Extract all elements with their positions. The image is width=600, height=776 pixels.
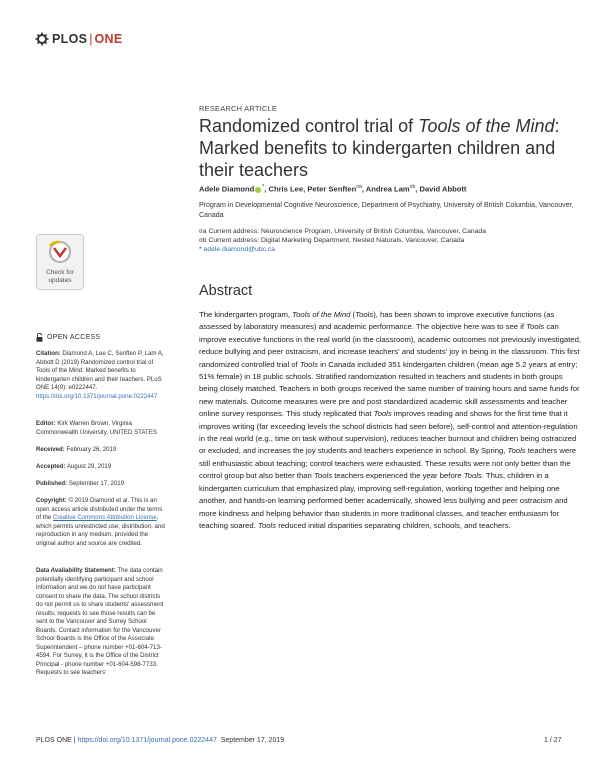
author-superscript: ¤b [409, 184, 416, 190]
copyright-label: Copyright: [36, 497, 67, 504]
italic-program-name: Tools [526, 322, 545, 332]
plos-logo-icon [35, 32, 49, 46]
license-link[interactable]: Creative Commons Attribution License [52, 514, 157, 521]
accepted-label: Accepted: [36, 463, 66, 470]
note-current-address-b: ¤b Current address: Digital Marketing Department, Nested Naturals, Vancouver, Canada [199, 236, 465, 244]
title-part2: : Marked benefits to kindergarten children and their teachers [199, 116, 560, 180]
received-text: February 26, 2019 [64, 446, 117, 453]
badge-line1: Check for [46, 269, 74, 276]
italic-program-name: Tools [257, 520, 277, 530]
affiliation: Program in Developmental Cognitive Neuroscience, Department of Psychiatry, University of British Columbia, Vancouver, Canada [199, 202, 574, 219]
email-prefix: * [199, 245, 204, 253]
author-name[interactable]: Peter Senften [307, 184, 357, 194]
note-corresponding-email [199, 246, 589, 255]
editor-block [36, 420, 166, 437]
copyright-block [36, 497, 166, 548]
abstract-heading: Abstract [199, 283, 253, 299]
author-superscript: ¤a [356, 184, 362, 190]
published-block [36, 480, 166, 489]
author-name[interactable]: Chris Lee [268, 184, 304, 194]
orcid-icon[interactable] [255, 187, 261, 193]
received-label: Received: [36, 446, 65, 453]
received-block [36, 446, 166, 455]
italic-program-name: Tools [355, 310, 374, 319]
italic-program-name: Tools [373, 409, 392, 419]
accepted-block [36, 463, 166, 472]
citation-doi-link[interactable]: https://doi.org/10.1371/journal.pone.0222447 [36, 392, 158, 400]
italic-program-name: Tools [463, 471, 482, 481]
accepted-text: August 29, 2019 [65, 463, 112, 470]
footer-separator: | [71, 737, 78, 744]
footer-doi-link[interactable]: https://doi.org/10.1371/journal.pone.0222447 [77, 737, 217, 744]
copyright-text2: , which permits unrestricted use, distribution, and reproduction in any medium, provided the original author and source are credited. [36, 514, 165, 547]
published-label: Published: [36, 480, 68, 487]
badge-line2: updates [48, 277, 72, 284]
open-access-label [36, 333, 100, 342]
data-availability-label: Data Availability Statement: [36, 567, 116, 574]
footer-date: September 17, 2019 [220, 737, 285, 744]
italic-program-name: Tools [507, 446, 526, 456]
editor-label: Editor: [36, 420, 56, 427]
article-type: RESEARCH ARTICLE [199, 104, 278, 113]
citation-label: Citation: [36, 350, 61, 357]
page-number: 1 / 27 [544, 737, 562, 744]
check-for-updates-badge[interactable] [36, 234, 84, 290]
author-name[interactable]: Adele Diamond [199, 184, 255, 194]
title-part1: Randomized control trial of [199, 116, 419, 136]
abstract-body: The kindergarten program, Tools of the Mind (Tools), has been shown to improve executive functions (as assessed by laboratory measures) and academic performance. The objective here was to see if Tools can improve executive functions in the real world (in the classroom), academic outcomes not previously investigated, reduce bullying and peer ostracism, and increase teachers' and students' joy in being in the classroom. This first randomized controlled trial of Tools in Canada included 351 kindergarten children (mean age 5.2 years at entry; 51% female) in 18 public schools. Stratified randomization resulted in teachers and students in both groups being closely matched. Teachers in both groups received the same number of training hours and same funds for new materials. Outcome measures were pre and post standardized academic skill assessments and teacher online survey responses. This study replicated that Tools improves reading and shows for the first time that it improves writing (far exceeding levels the school districts had seen before), self-control and attention-regulation in the real world (e.g., time on task without supervision), reduces teacher burnout and children being ostracized or excluded, and increases the joy students and teachers experience in school. By Spring, Tools teachers were still enthusiastic about teaching; control teachers were exhausted. These results were not only better than the control group but also better than Tools teachers experienced the year before Tools. Thus, children in a kindergarten curriculum that emphasized play, improving self-regulation, working together and helping one another, and hands-on learning performed better academically, showed less bullying and peer ostracism and more kindness and helping behavior than students in more traditional classes, and teacher enthusiasm for teaching soared. Tools reduced initial disparities separating children, schools, and teachers. [199, 310, 581, 530]
note-current-address-a: ¤a Current address: Neuroscience Program, University of British Columbia, Vancouver, Canada [199, 228, 486, 235]
italic-program-name: Tools of the Mind [292, 310, 351, 319]
copyright-text1: © 2019 Diamond et al. This is an open access article distributed under the terms of the [36, 497, 163, 521]
italic-program-name: Tools [313, 471, 333, 481]
citation-text: Diamond A, Lee C, Senften P, Lam A, Abbott D (2019) Randomized control trial of Tools of the Mind: Marked benefits to kindergarten children and their teachers. PLoS ONE 14(9): e0222447. [36, 350, 164, 391]
author-list: Adele Diamond *, Chris Lee, Peter Senften$^{¤a}$, Andrea Lam$^{¤b}$, David Abbott [199, 184, 467, 194]
italic-program-name: Tools [299, 359, 318, 369]
article-title [199, 115, 579, 181]
data-availability-block [36, 567, 166, 678]
title-italic: Tools of the Mind [418, 116, 555, 136]
citation-block [36, 350, 166, 401]
author-notes [199, 228, 589, 254]
logo-separator: | [89, 32, 93, 46]
open-access-text: OPEN ACCESS [47, 334, 101, 341]
editor-text: Kirk Warren Brown, Virginia Commonwealth University, UNITED STATES [36, 420, 157, 436]
author-name[interactable]: Andrea Lam [365, 184, 410, 194]
check-for-updates-icon [36, 234, 84, 290]
open-lock-icon [36, 333, 43, 342]
logo-plos-text: PLOS [52, 32, 88, 46]
published-text: September 17, 2019 [67, 480, 125, 487]
page-footer [36, 737, 284, 744]
email-link[interactable]: adele.diamond@ubc.ca [203, 245, 276, 253]
author-name[interactable]: David Abbott [419, 184, 467, 194]
plos-one-logo[interactable] [35, 32, 122, 46]
author-superscript: * [262, 184, 265, 190]
footer-journal: PLOS ONE [36, 737, 72, 744]
data-availability-text: The data contain potentially identifying participant and school information and we do not have participant consent to share the data. The school districts do not permit us to share students' assessment results; requests to see those results can be sent to the Vancouver and Surrey School Boards. Contact information for the Vancouver School Boards is the Office of the Associate Superintendent – phone number +01-604-713-4594. For Surrey, it is the Office of the District Principal - phone number +01-604-598-7733. Requests to see teachers' [36, 567, 164, 676]
logo-one-text: ONE [94, 32, 123, 46]
